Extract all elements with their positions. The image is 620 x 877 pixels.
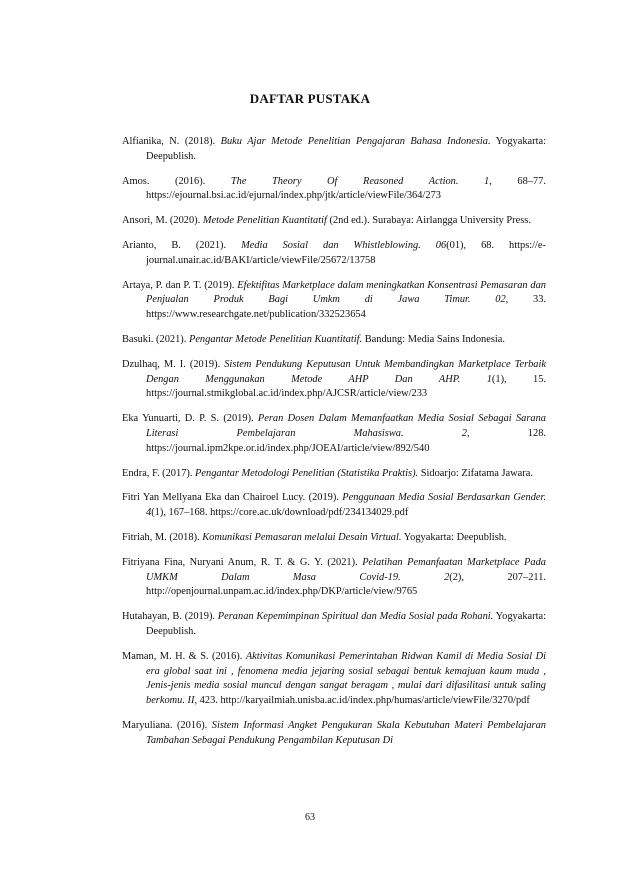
reference-text: (01), 68. https://e-journal.unair.ac.id/BAKI/article/viewFile/25672/13758 [146,239,546,266]
reference-text: Yogyakarta: Deepublish. [146,611,546,637]
reference-text: (2nd ed.). Surabaya: Airlangga University Press. [326,215,531,227]
reference-text: Bandung: Media Sains Indonesia. [362,333,505,345]
reference-entry [122,239,546,269]
reference-entry [122,214,546,229]
reference-text: Fitriah, M. (2018). [122,531,203,543]
reference-text: Ansori, M. (2020). [122,215,203,227]
reference-entry [122,610,546,640]
reference-italic-text: Pelatihan Pemanfaatan Marketplace Pada UMKM Dalam Masa Covid-19. 2 [146,556,546,583]
reference-text: Endra, F. (2017). [122,467,196,479]
reference-italic-text: Peranan Kepemimpinan Spiritual dan Media Sosial pada Rohani. [217,611,494,623]
reference-text: Amos. (2016). [122,175,231,187]
reference-text: , 128. https://journal.ipm2kpe.or.id/index.php/JOEAI/article/view/892/540 [146,427,546,454]
reference-entry [122,412,546,456]
reference-text: (1), 15. https://journal.stmikglobal.ac.id/index.php/AJCSR/article/view/233 [146,373,546,400]
reference-entry [122,135,546,165]
reference-text: Maman, M. H. & S. (2016). [122,650,246,662]
reference-italic-text: Aktivitas Komunikasi Pemerintahan Ridwan Kamil di Media Sosial Di era global saat ini , fenomena media jejaring sosial sebagai bentuk kemajuan kaum muda , Jenis-jenis media sosial muncul dengan sangat beragam , mulai dari difasilitasi untuk saling berkomu. II [146,650,546,707]
reference-text: , 33. https://www.researchgate.net/publication/332523654 [146,294,546,321]
reference-italic-text: Peran Dosen Dalam Memanfaatkan Media Sosial Sebagai Sarana Literasi Pembelajaran Mahasiswa. 2 [146,413,546,439]
reference-entry [122,175,546,205]
reference-entry [122,279,546,323]
reference-italic-text: Media Sosial dan Whistleblowing. 06 [241,239,447,251]
reference-italic-text: Buku Ajar Metode Penelitian Pengajaran Bahasa Indonesia. [220,136,491,147]
reference-text: Eka Yunuarti, D. P. S. (2019). [122,413,258,425]
reference-italic-text: Pengantar Metode Penelitian Kuantitatif. [188,333,363,345]
reference-text: Yogyakarta: Deepublish. [401,531,507,543]
reference-entry [122,556,546,600]
reference-italic-text: Metode Penelitian Kuantitatif [202,215,327,227]
reference-text: Artaya, P. dan P. T. (2019). [122,279,238,291]
reference-entry [122,531,546,546]
reference-list [122,135,546,749]
reference-text: Alfianika, N. (2018). [122,136,221,147]
reference-text: Dzulhaq, M. I. (2019). [122,358,225,370]
reference-text: Basuki. (2021). [122,333,189,345]
reference-italic-text: Penggunaan Media Sosial Berdasarkan Gender. 4 [146,492,546,519]
page-number: 63 [305,812,315,823]
reference-entry [122,358,546,402]
reference-italic-text: Sistem Pendukung Keputusan Untuk Membandingkan Marketplace Terbaik Dengan Menggunakan Metode AHP Dan AHP. 1 [146,358,546,385]
reference-text: (1), 167–168. https://core.ac.uk/download/pdf/234134029.pdf [151,507,409,519]
reference-italic-text: Komunikasi Pemasaran melalui Desain Virtual. [202,531,402,543]
reference-text: , 68–77. https://ejournal.bsi.ac.id/ejurnal/index.php/jtk/article/viewFile/364/273 [146,175,546,202]
reference-text: , 423. http://karyailmiah.unisba.ac.id/index.php/humas/article/viewFile/3270/pdf [194,695,530,707]
reference-italic-text: Efektifitas Marketplace dalam meningkatkan Konsentrasi Pemasaran dan Penjualan Produk Bagi Umkm di Jawa Timur. 02 [146,279,546,306]
reference-text: Sidoarjo: Zifatama Jawara. [418,467,533,479]
reference-text: (2), 207–211. http://openjournal.unpam.ac.id/index.php/DKP/article/view/9765 [146,571,546,598]
reference-text: Fitri Yan Mellyana Eka dan Chairoel Lucy. (2019). [122,492,343,504]
reference-entry [122,719,546,749]
reference-entry [122,491,546,521]
reference-italic-text: Sistem Informasi Angket Pengukuran Skala Kebutuhan Materi Pembelajaran Tambahan Sebagai Pendukung Pengambilan Keputusan Di [146,719,546,746]
reference-italic-text: The Theory Of Reasoned Action. 1 [230,175,490,187]
reference-entry [122,467,546,482]
reference-text: Maryuliana. (2016). [122,719,212,731]
reference-text: Yogyakarta: Deepublish. [146,136,546,162]
reference-text: Fitriyana Fina, Nuryani Anum, R. T. & G. Y. (2021). [122,556,363,568]
reference-italic-text: Pengantar Metodologi Penelitian (Statistika Praktis). [195,467,419,479]
reference-entry [122,650,546,709]
reference-entry [122,333,546,348]
reference-text: Hutahayan, B. (2019). [122,611,218,623]
reference-text: Arianto, B. (2021). [122,239,242,251]
page-title: DAFTAR PUSTAKA [249,91,371,106]
